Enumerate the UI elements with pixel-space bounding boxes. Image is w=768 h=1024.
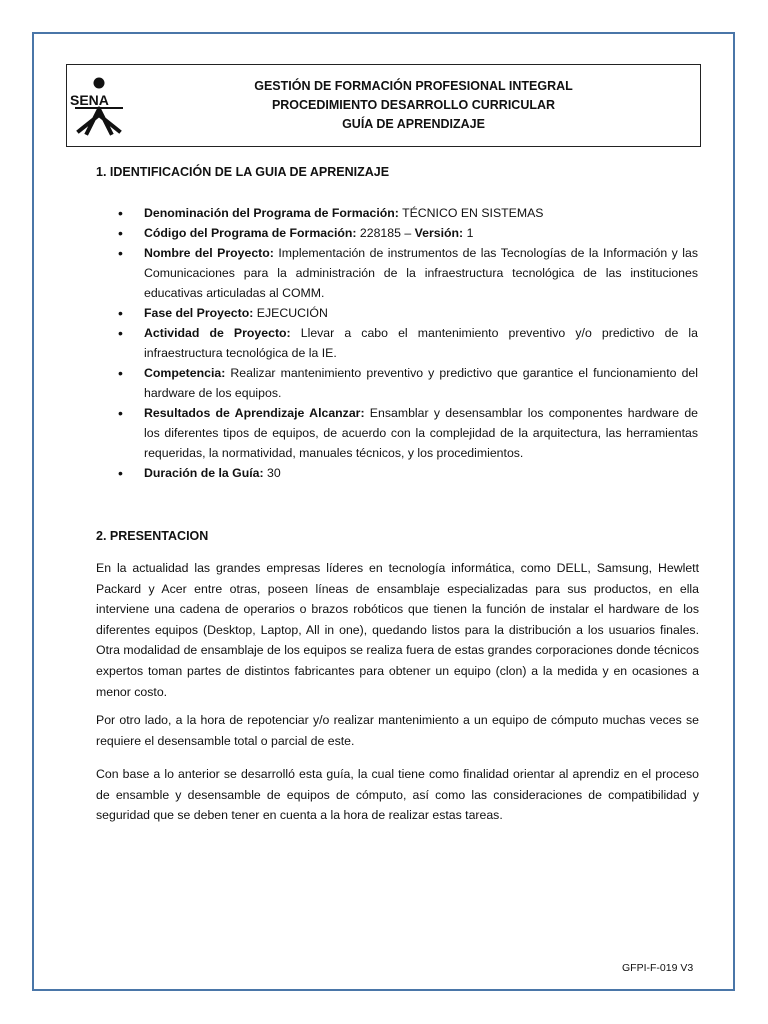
list-item: • Competencia: Realizar mantenimiento preventivo y predictivo que garantice el funcionamiento del hardware de los equipos. bbox=[116, 363, 698, 403]
list-item: • Nombre del Proyecto: Implementación de instrumentos de las Tecnologías de la Información y las Comunicaciones para la administración de la infraestructura tecnológica de las instituciones educativas articuladas al COMM. bbox=[116, 243, 698, 303]
paragraph-2: Por otro lado, a la hora de repotenciar y/o realizar mantenimiento a un equipo de cómputo muchas veces se requiere el desensamble total o parcial de este. bbox=[96, 713, 699, 748]
identification-list bbox=[116, 203, 698, 483]
sena-logo bbox=[69, 75, 129, 137]
list-item: • Duración de la Guía: 30 bbox=[116, 463, 698, 483]
paragraph-3: Con base a lo anterior se desarrolló esta guía, la cual tiene como finalidad orientar al aprendiz en el proceso de ensamble y desensamble de equipos de cómputo, así como las consideraciones de compatibilidad y seguridad que se deben tener en cuenta a la hora de realizar estas tareas. bbox=[96, 767, 699, 823]
svg-text:SENA: SENA bbox=[70, 92, 109, 108]
header-line-1: GESTIÓN DE FORMACIÓN PROFESIONAL INTEGRAL bbox=[254, 79, 573, 93]
list-item: • Resultados de Aprendizaje Alcanzar: Ensamblar y desensamblar los componentes hardware de los diferentes tipos de equipos, de acuerdo con la complejidad de la arquitectura, las herramientas requeridas, la normatividad, manuales técnicos, y los procedimientos. bbox=[116, 403, 698, 463]
list-item: • Fase del Proyecto: EJECUCIÓN bbox=[116, 303, 698, 323]
document-header bbox=[66, 64, 701, 147]
list-item: • Denominación del Programa de Formación: TÉCNICO EN SISTEMAS bbox=[116, 203, 698, 223]
list-item: • Actividad de Proyecto: Llevar a cabo el mantenimiento preventivo y/o predictivo de la infraestructura tecnológica de la IE. bbox=[116, 323, 698, 363]
section-1-title: 1. IDENTIFICACIÓN DE LA GUIA DE APRENIZAJE bbox=[96, 165, 390, 179]
header-line-3: GUÍA DE APRENDIZAJE bbox=[342, 117, 485, 131]
section-2-title: 2. PRESENTACION bbox=[96, 529, 209, 543]
header-line-2: PROCEDIMIENTO DESARROLLO CURRICULAR bbox=[271, 98, 556, 112]
paragraph-1: En la actualidad las grandes empresas líderes en tecnología informática, como DELL, Samsung, Hewlett Packard y Acer entre otras, poseen líneas de ensamblaje especializadas para sus productos, en ella interviene una cadena de operarios o brazos robóticos que tienen la función de instalar el hardware de los diferentes equipos (Desktop, Laptop, All in one), quedando listos para la distribución a los usuarios finales. Otra modalidad de ensamblaje de los equipos se realiza fuera de estas grandes corporaciones donde técnicos expertos toman partes de distintos fabricantes para obtener un equipo (clon) a la medida y en ocasiones a menor costo. bbox=[96, 561, 699, 699]
form-code: GFPI-F-019 V3 bbox=[622, 962, 694, 974]
list-item: • Código del Programa de Formación: 228185 – Versión: 1 bbox=[116, 223, 698, 243]
